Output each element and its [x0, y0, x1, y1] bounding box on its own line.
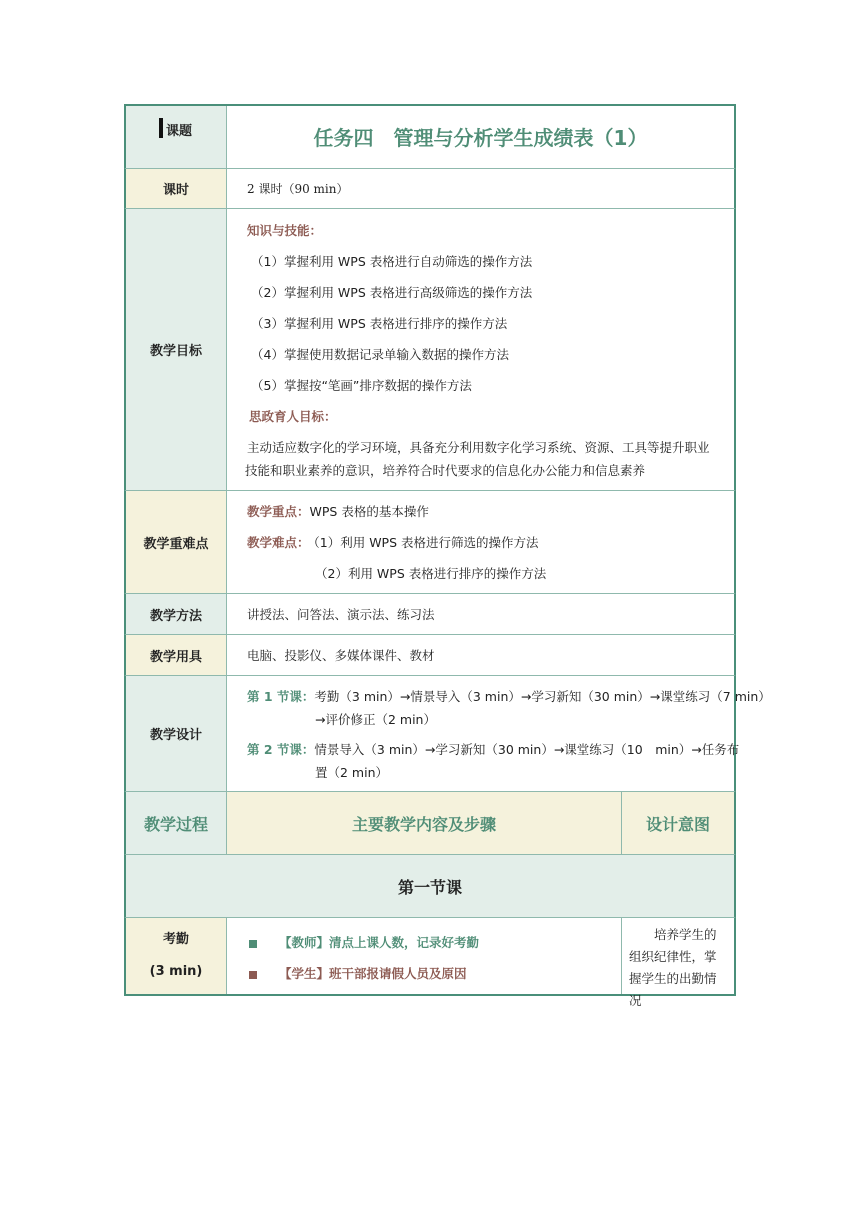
tools-value: 电脑、投影仪、多媒体课件、教材 — [247, 648, 435, 663]
difficulty-item: （2）利用 WPS 表格进行排序的操作方法 — [315, 566, 547, 581]
lesson1-text-cont: →评价修正（2 min） — [315, 712, 436, 727]
design-content — [227, 676, 771, 791]
bullet-square-icon — [249, 940, 257, 948]
knowledge-heading: 知识与技能： — [247, 223, 323, 238]
ideology-line: 主动适应数字化的学习环境，具备充分利用数字化学习系统、资源、工具等提升职业 — [247, 440, 710, 455]
process-header-col1: 教学过程 — [126, 792, 227, 854]
topic-label-cell — [126, 106, 227, 168]
focus-label: 教学重点： — [247, 504, 310, 519]
row-topic — [124, 104, 736, 169]
cursor-marker — [159, 118, 163, 138]
row-objectives — [124, 209, 736, 491]
hours-value: 2 课时（90 min） — [247, 182, 349, 196]
difficulty-item: （1）利用 WPS 表格进行筛选的操作方法 — [313, 535, 539, 550]
ideology-heading: 思政育人目标： — [249, 409, 337, 424]
lesson1-text: 考勤（3 min）→情景导入（3 min）→学习新知（30 min）→课堂练习（7 min） — [314, 689, 771, 704]
method-label: 教学方法 — [126, 594, 227, 634]
section-title: 第一节课 — [397, 877, 462, 897]
row-process-header — [124, 792, 736, 855]
ideology-line: 技能和职业素养的意识，培养符合时代要求的信息化办公能力和信息素养 — [245, 463, 646, 478]
hours-label: 课时 — [126, 169, 227, 208]
lesson1-label: 第 1 节课： — [247, 689, 315, 704]
row-hours — [124, 169, 736, 209]
lesson-plan-table — [124, 104, 771, 1008]
bullet-square-icon — [249, 971, 257, 979]
topic-label: 课题 — [165, 124, 192, 139]
row-method — [124, 594, 736, 635]
objective-item: （5）掌握按“笔画”排序数据的操作方法 — [251, 378, 472, 393]
student-step-text: 【学生】班干部报请假人员及原因 — [279, 966, 467, 981]
attendance-intent: 培养学生的组织纪律性，掌握学生的出勤情况 — [629, 927, 717, 1008]
objective-item: （3）掌握利用 WPS 表格进行排序的操作方法 — [251, 316, 508, 331]
tools-label: 教学用具 — [126, 635, 227, 675]
process-header-col3: 设计意图 — [622, 792, 734, 854]
lesson2-text: 情景导入（3 min）→学习新知（30 min）→课堂练习（10 min）→任务布 — [314, 742, 740, 757]
row-section-title — [124, 855, 736, 918]
teacher-step — [249, 927, 621, 958]
row-keypoints — [124, 491, 736, 594]
attendance-duration: (3 min) — [149, 964, 203, 979]
row-tools — [124, 635, 736, 676]
design-label: 教学设计 — [126, 676, 227, 791]
objectives-label: 教学目标 — [126, 209, 227, 490]
row-attendance — [124, 918, 736, 1008]
attendance-label-cell — [126, 918, 227, 994]
keypoints-label: 教学重难点 — [126, 491, 227, 593]
objectives-content — [227, 209, 734, 490]
method-value: 讲授法、问答法、演示法、练习法 — [247, 607, 435, 622]
keypoints-content — [227, 491, 734, 593]
student-step — [249, 958, 621, 989]
focus-text: WPS 表格的基本操作 — [309, 504, 429, 519]
difficulty-label: 教学难点： — [247, 535, 310, 550]
objective-item: （4）掌握使用数据记录单输入数据的操作方法 — [251, 347, 509, 362]
objective-item: （2）掌握利用 WPS 表格进行高级筛选的操作方法 — [251, 285, 533, 300]
lesson2-text-cont: 置（2 min） — [315, 765, 388, 780]
objective-item: （1）掌握利用 WPS 表格进行自动筛选的操作方法 — [251, 254, 533, 269]
attendance-content — [227, 918, 622, 994]
process-header-col2: 主要教学内容及步骤 — [227, 792, 622, 854]
attendance-label: 考勤 — [162, 932, 189, 947]
ideology-text — [247, 436, 734, 482]
teacher-step-text: 【教师】清点上课人数，记录好考勤 — [279, 935, 480, 950]
topic-title: 任务四 管理与分析学生成绩表（1） — [313, 126, 648, 150]
lesson2-label: 第 2 节课： — [247, 742, 315, 757]
row-design — [124, 676, 771, 792]
